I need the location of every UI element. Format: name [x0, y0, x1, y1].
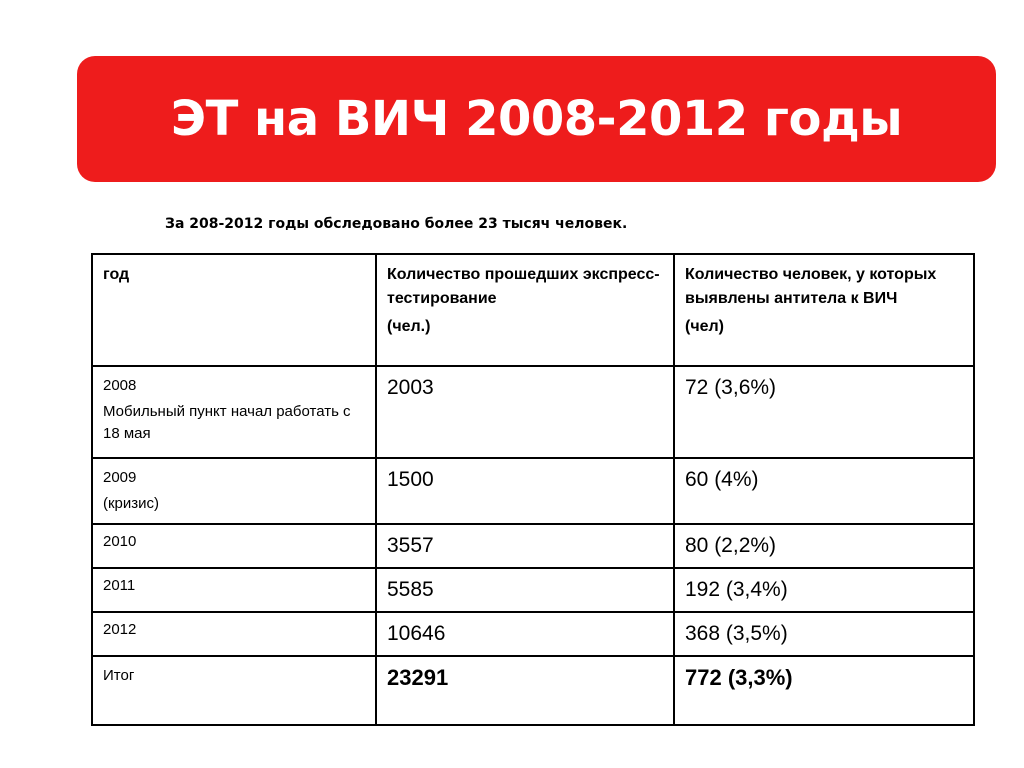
table-row	[92, 458, 974, 524]
found-cell: 80 (2,2%)	[674, 524, 974, 568]
found-cell: 60 (4%)	[674, 458, 974, 524]
found-cell: 368 (3,5%)	[674, 612, 974, 656]
year-cell	[92, 366, 376, 458]
tests-cell: 3557	[376, 524, 674, 568]
total-row	[92, 656, 974, 725]
year-value: 2010	[103, 533, 137, 550]
hiv-testing-table	[91, 253, 975, 726]
year-value: 2011	[103, 577, 136, 594]
total-label-cell	[92, 656, 376, 725]
header-tests	[376, 254, 674, 366]
tests-cell: 2003	[376, 366, 674, 458]
tests-cell: 1500	[376, 458, 674, 524]
year-note: Мобильный пункт начал работать с 18 мая	[103, 403, 351, 442]
table-row	[92, 612, 974, 656]
year-cell	[92, 568, 376, 612]
header-tests-unit: (чел.)	[387, 318, 431, 335]
year-value: 2009	[103, 469, 137, 486]
tests-cell: 10646	[376, 612, 674, 656]
tests-cell: 5585	[376, 568, 674, 612]
header-found	[674, 254, 974, 366]
header-tests-label: Количество прошедших экспресс-тестирование	[387, 266, 660, 307]
header-year	[92, 254, 376, 366]
header-found-unit: (чел)	[685, 318, 725, 335]
year-cell	[92, 524, 376, 568]
found-cell: 192 (3,4%)	[674, 568, 974, 612]
table-header-row	[92, 254, 974, 366]
table-row	[92, 366, 974, 458]
year-cell	[92, 458, 376, 524]
title-banner	[77, 56, 996, 182]
total-label: Итог	[103, 667, 135, 684]
table-row	[92, 524, 974, 568]
table-row	[92, 568, 974, 612]
subtitle: За 208-2012 годы обследовано более 23 тысяч человек.	[165, 216, 628, 232]
year-cell	[92, 612, 376, 656]
header-found-label: Количество человек, у которых выявлены антитела к ВИЧ	[685, 266, 937, 307]
found-cell: 72 (3,6%)	[674, 366, 974, 458]
page-title: ЭТ на ВИЧ 2008-2012 годы	[170, 91, 903, 147]
year-note: (кризис)	[103, 495, 160, 512]
header-year-label: год	[103, 266, 130, 283]
year-value: 2012	[103, 621, 137, 638]
year-value: 2008	[103, 377, 137, 394]
total-tests-cell: 23291	[376, 656, 674, 725]
total-found-cell: 772 (3,3%)	[674, 656, 974, 725]
